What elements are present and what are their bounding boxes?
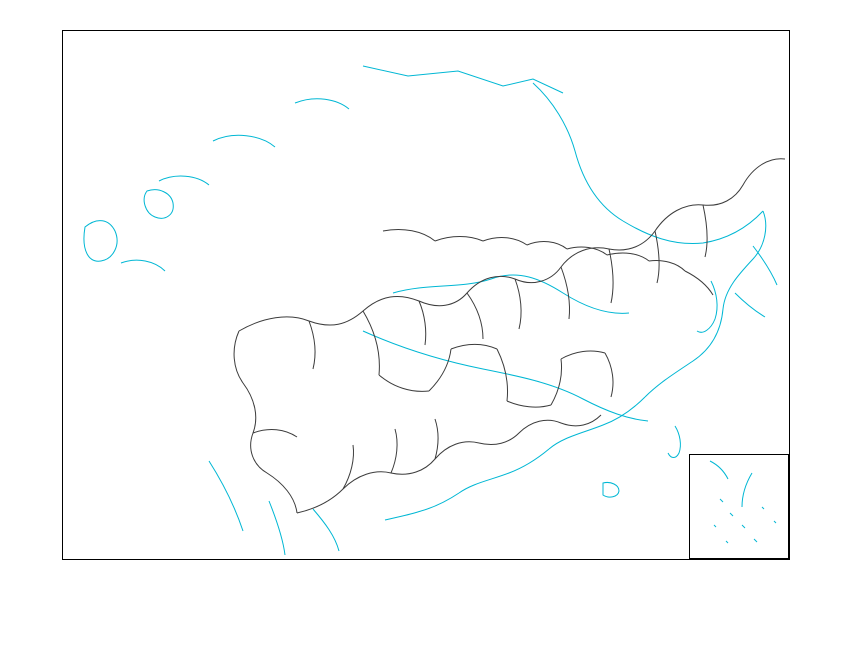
south-china-sea-inset (689, 454, 789, 559)
latitude-axis (0, 30, 58, 560)
footer-row-cst (62, 614, 790, 640)
map-canvas (63, 31, 789, 559)
footer-row-utc (62, 588, 790, 614)
inset-svg (690, 455, 788, 558)
map-panel[interactable] (62, 30, 790, 560)
longitude-axis (62, 564, 790, 586)
map-svg (63, 31, 788, 558)
colorbar (800, 60, 856, 530)
footer (62, 588, 790, 644)
coastline-layer (84, 66, 777, 555)
